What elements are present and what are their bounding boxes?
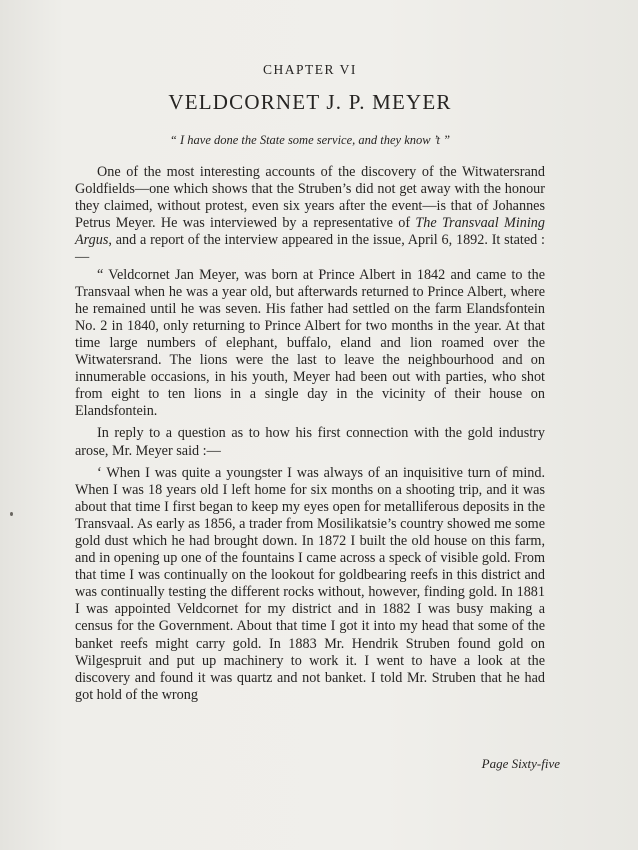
paragraph-intro-lead: One of the most interesting accounts of the discovery of the Witwatersrand Goldfields—one which shows that the Struben’s did not get away with the honour they claimed, without protest, even six years after the event—is that of Johannes Petrus Meyer. He was interviewed by a representative of	[75, 164, 545, 232]
paragraph-intro-tail: , and a report of the interview appeared in the issue, April 6, 1892. It stated :—	[75, 232, 545, 266]
paragraph-meyer-account: ‘ When I was quite a youngster I was always of an inquisitive turn of mind. When I was 18 years old I left home for six months on a shooting trip, and it was about that time I first began to keep my eyes open for metalliferous deposits in the Transvaal. As early as 1856, a trader from Mosilikatsie’s country showed me some gold dust which he had brought down. In 1872 I built the old house on this farm, and in opening up one of the fountains I came across a speck of visible gold. From that time I was continually on the lookout for goldbearing reefs in this district and was continually testing the different rocks without, however, finding gold. In 1881 I was appointed Veldcornet for my district and in 1882 I was busy making a census for the Government. About that time I got it into my head that some of the banket reefs might carry gold. In 1883 Mr. Hendrik Struben found gold on Wilgespruit and put up machinery to work it. I went to have a look at the discovery and found it was quartz and not banket. I told Mr. Struben that he had got hold of the wrong	[75, 464, 545, 703]
paragraph-intro	[75, 164, 545, 267]
epigraph: “ I have done the State some service, and they know ’t ”	[169, 133, 451, 147]
chapter-label: CHAPTER VI	[263, 62, 357, 77]
page-content	[75, 62, 545, 704]
page-number-footer: Page Sixty-five	[481, 756, 560, 771]
paragraph-question: In reply to a question as to how his first connection with the gold industry arose, Mr. Meyer said :—	[75, 425, 545, 459]
chapter-title: VELDCORNET J. P. MEYER	[168, 90, 452, 114]
paper-spec	[10, 512, 13, 516]
publication-title: The Transvaal Mining Argus	[75, 215, 545, 249]
paragraph-quote-biography: “ Veldcornet Jan Meyer, was born at Prince Albert in 1842 and came to the Transvaal when he was a year old, but afterwards returned to Prince Albert, where he remained until he was seven. His father had settled on the farm Elandsfontein No. 2 in 1840, only returning to Prince Albert for two months in the year. At that time large numbers of elephant, buffalo, eland and lion roamed over the Witwatersrand. The lions were the last to leave the neighbourhood and on innumerable occasions, in his youth, Meyer had been out with parties, who shot from eight to ten lions in a single day in the vicinity of their house on Elandsfontein.	[75, 266, 545, 420]
